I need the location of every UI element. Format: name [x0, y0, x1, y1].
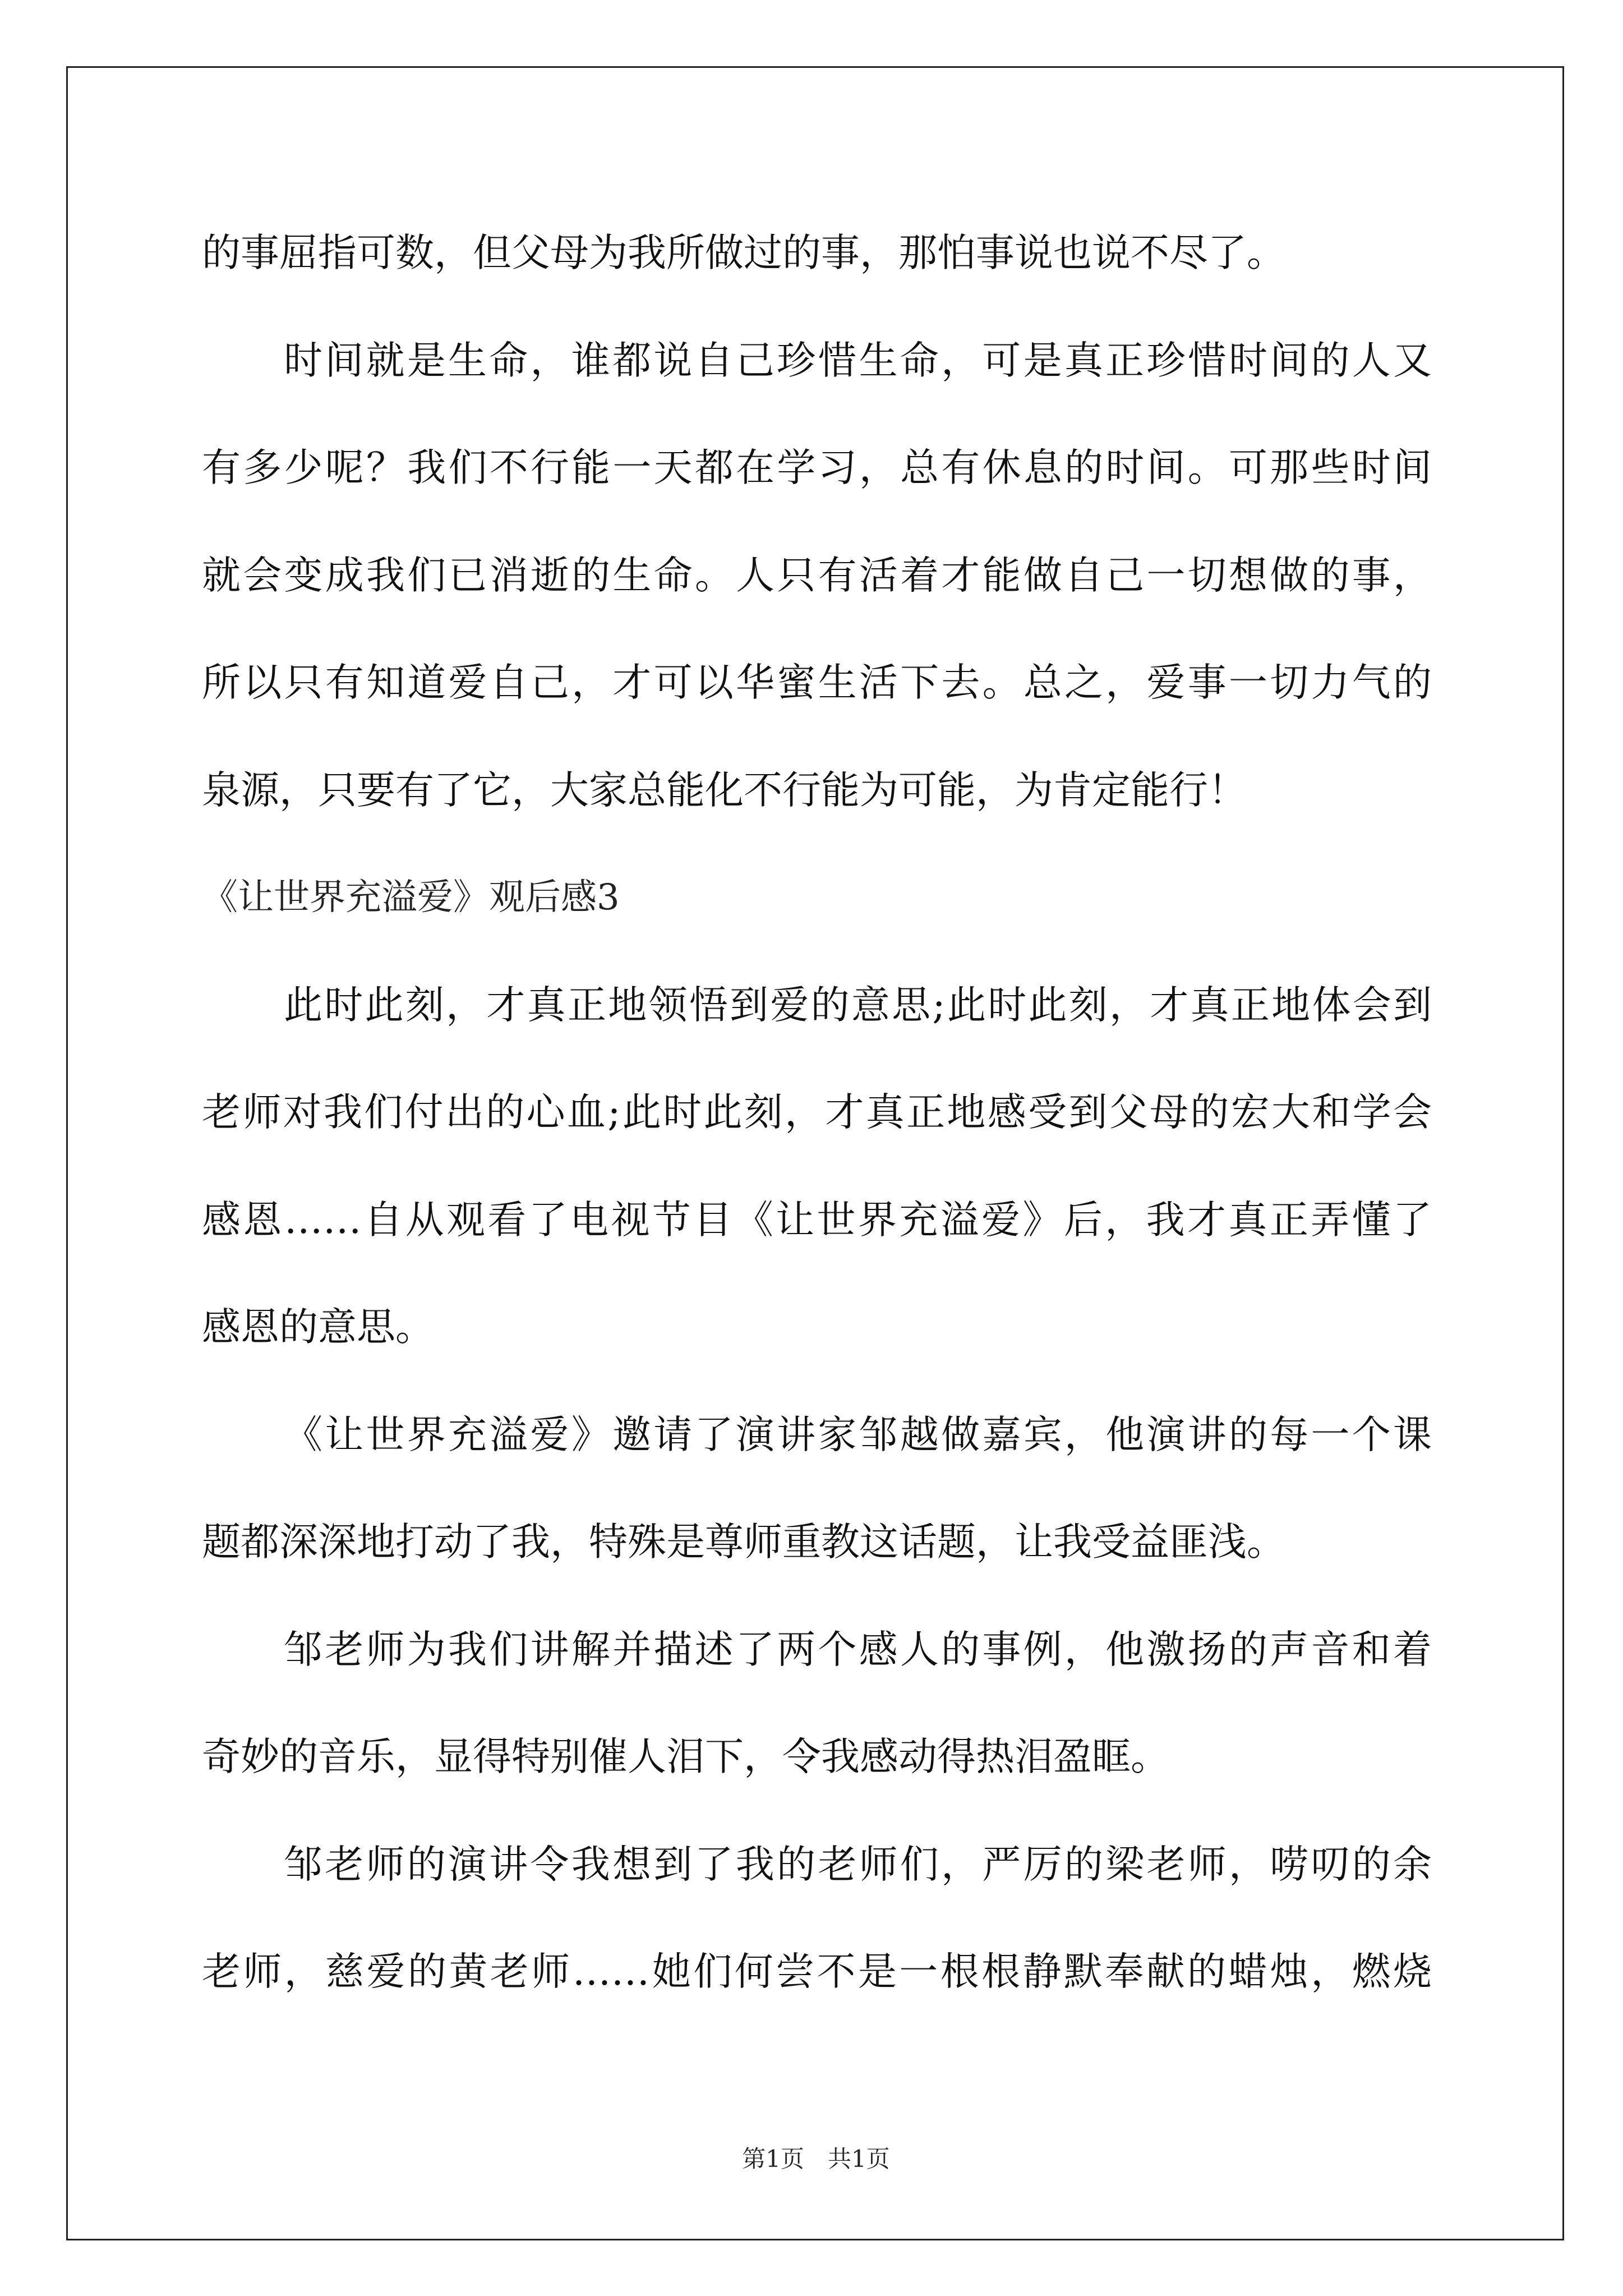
body-line: 感恩的意思。 — [202, 1305, 434, 1350]
page-footer: 第1页 共1页 — [742, 2145, 890, 2173]
body-line: 题都深深地打动了我，特殊是尊师重教这话题，让我受益匪浅。 — [202, 1520, 1285, 1565]
body-line: 老师对我们付出的心血;此时此刻，才真正地感受到父母的宏大和学会 — [202, 1090, 1432, 1135]
page-border — [66, 66, 1564, 2240]
body-line: 邹老师为我们讲解并描述了两个感人的事例，他激扬的声音和着 — [284, 1627, 1432, 1672]
body-line: 泉源，只要有了它，大家总能化不行能为可能，为肯定能行！ — [202, 768, 1247, 813]
body-line: 的事屈指可数，但父母为我所做过的事，那怕事说也说不尽了。 — [202, 231, 1285, 275]
body-line: 《让世界充溢爱》邀请了演讲家邹越做嘉宾，他演讲的每一个课 — [284, 1412, 1432, 1457]
body-line: 有多少呢？我们不行能一天都在学习，总有休息的时间。可那些时间 — [202, 445, 1432, 490]
body-line: 邹老师的演讲令我想到了我的老师们，严厉的梁老师，唠叨的余 — [284, 1842, 1432, 1887]
body-line: 老师，慈爱的黄老师……她们何尝不是一根根静默奉献的蜡烛，燃烧 — [202, 1949, 1432, 1994]
body-line: 就会变成我们已消逝的生命。人只有活着才能做自己一切想做的事， — [202, 553, 1432, 598]
body-line: 所以只有知道爱自己，才可以华蜜生活下去。总之，爱事一切力气的 — [202, 660, 1432, 705]
body-line: 奇妙的音乐，显得特别催人泪下，令我感动得热泪盈眶。 — [202, 1734, 1169, 1779]
body-line: 时间就是生命，谁都说自己珍惜生命，可是真正珍惜时间的人又 — [284, 338, 1432, 383]
body-line: 此时此刻，才真正地领悟到爱的意思;此时此刻，才真正地体会到 — [284, 983, 1432, 1028]
section-heading: 《让世界充溢爱》观后感3 — [202, 877, 620, 918]
body-line: 感恩……自从观看了电视节目《让世界充溢爱》后，我才真正弄懂了 — [202, 1198, 1432, 1243]
